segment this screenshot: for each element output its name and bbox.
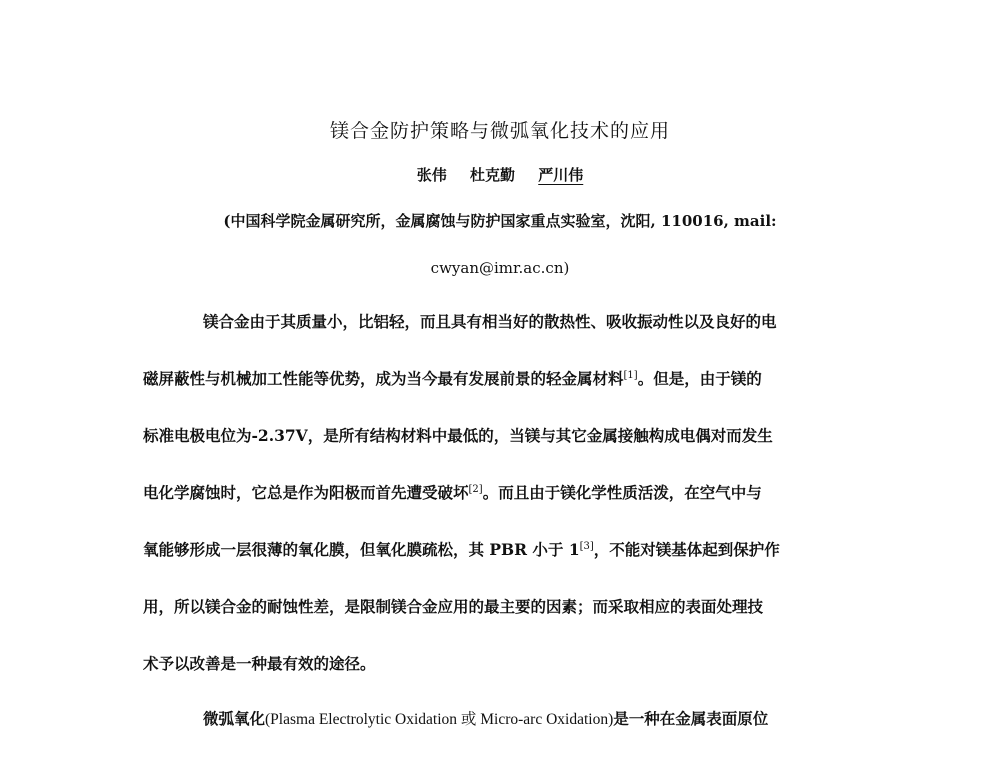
paper-title: 镁合金防护策略与微弧氧化技术的应用	[329, 120, 670, 142]
author-name: 张伟	[416, 166, 447, 184]
line-text: 术予以改善是一种最有效的途径。	[143, 654, 376, 673]
affiliation-email: cwyan@imr.ac.cn)	[430, 259, 570, 277]
citation-ref: [1]	[623, 369, 638, 381]
line-text: 标准电极电位为-2.37V，是所有结构材料中最低的，当镁与其它金属接触构成电偶对而发生	[143, 426, 773, 445]
paragraph-line	[143, 367, 863, 389]
line-text: 用，所以镁合金的耐蚀性差，是限制镁合金应用的最主要的因素；而采取相应的表面处理技	[143, 597, 764, 616]
citation-ref: [3]	[579, 540, 594, 552]
author-name: 杜克勤	[469, 166, 515, 184]
paragraph-line	[203, 707, 863, 729]
paragraph-line	[143, 595, 863, 617]
paragraph-line	[203, 310, 863, 332]
line-text: 。而且由于镁化学性质活泼，在空气中与	[482, 483, 762, 502]
line-text: 氧能够形成一层很薄的氧化膜，但氧化膜疏松，其 PBR 小于 1	[143, 540, 580, 559]
line-text: 镁合金由于其质量小，比铝轻，而且具有相当好的散热性、吸收振动性以及良好的电	[203, 312, 777, 331]
affiliation: (中国科学院金属研究所，金属腐蚀与防护国家重点实验室，沈阳, 110016, mail:	[223, 212, 777, 230]
paragraph-line	[143, 424, 863, 446]
paragraph-line	[143, 538, 863, 560]
corresponding-author-name: 严川伟	[538, 166, 584, 184]
line-text: 。但是，由于镁的	[637, 369, 762, 388]
line-text: 是一种在金属表面原位	[613, 709, 769, 728]
author-list	[0, 164, 1000, 185]
paragraph-line	[143, 481, 863, 503]
line-text: 磁屏蔽性与机械加工性能等优势，成为当今最有发展前景的轻金属材料	[143, 369, 624, 388]
citation-ref: [2]	[468, 483, 483, 495]
paragraph-line	[143, 652, 863, 674]
line-text-latin: (Plasma Electrolytic Oxidation 或 Micro-arc Oxidation)	[265, 711, 614, 728]
line-text: 微弧氧化	[203, 709, 266, 728]
line-text: ，不能对镁基体起到保护作	[593, 540, 780, 559]
line-text: 电化学腐蚀时，它总是作为阳极而首先遭受破坏	[143, 483, 469, 502]
